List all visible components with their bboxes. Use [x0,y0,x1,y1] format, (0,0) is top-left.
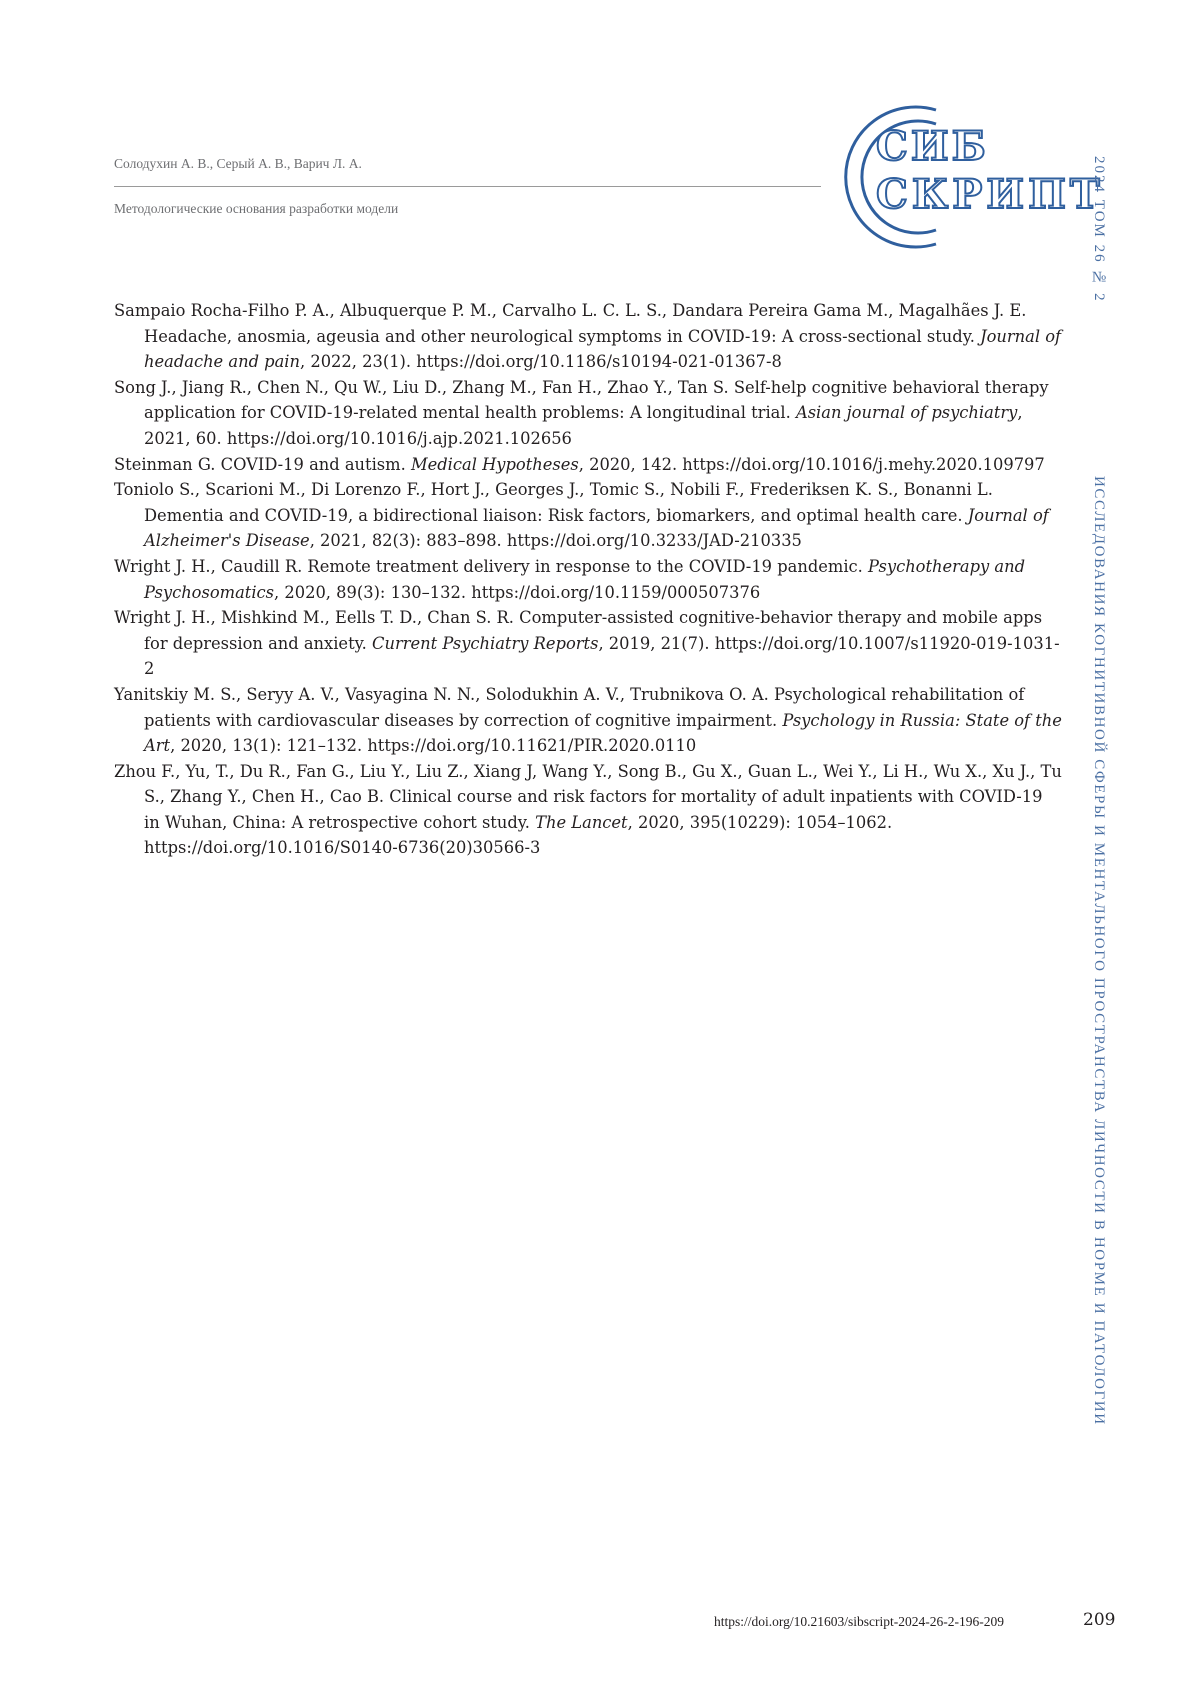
reference-details: , 2022, 23(1). https://doi.org/10.1186/s10194-021-01367-8 [299,352,782,372]
reference-text: Wright J. H., Caudill R. Remote treatment delivery in response to the COVID-19 pandemic. [114,556,868,576]
reference-item [114,605,1063,682]
reference-item [114,375,1063,452]
reference-details: , 2020, 13(1): 121–132. https://doi.org/10.11621/PIR.2020.0110 [170,736,697,756]
reference-text: Song J., Jiang R., Chen N., Qu W., Liu D., Zhang M., Fan H., Zhao Y., Tan S. Self-help cognitive behavioral therapy application for COVID-19-related mental health problems: A longitudinal trial. [114,377,1049,423]
reference-journal: Medical Hypotheses [410,454,579,474]
reference-item [114,554,1063,605]
reference-item [114,759,1063,861]
reference-item [114,298,1063,375]
reference-text: Yanitskiy M. S., Seryy A. V., Vasyagina N. N., Solodukhin A. V., Trubnikova O. A. Psychological rehabilitation of patients with cardiovascular diseases by correction of cognitive impairment. [114,684,1025,730]
sidebar-issue: 2024 ТОМ 26 № 2 [1091,156,1107,303]
logo-line2: СКРИПТ [876,171,1104,218]
reference-item [114,682,1063,759]
reference-text: Sampaio Rocha-Filho P. A., Albuquerque P. M., Carvalho L. C. L. S., Dandara Pereira Gama M., Magalhães J. E. Headache, anosmia, ageusia and other neurological symptoms in COVID-19: A cross-sectional study. [114,301,1027,346]
reference-text: Toniolo S., Scarioni M., Di Lorenzo F., Hort J., Georges J., Tomic S., Nobili F., Frederiksen K. S., Bonanni L. Dementia and COVID-19, a bidirectional liaison: Risk factors, biomarkers, and optimal health care. [114,480,993,525]
reference-text: Zhou F., Yu, T., Du R., Fan G., Liu Y., Liu Z., Xiang J, Wang Y., Song B., Gu X., Guan L., Wei Y., Li H., Wu X., Xu J., Tu S., Zhang Y., Chen H., Cao B. Clinical course and risk factors for mortality of adult inpatients with COVID-19 in Wuhan, China: A retrospective cohort study. [114,761,1062,832]
reference-journal: Current Psychiatry Reports [372,633,599,653]
reference-journal: Psychology in Russia: State of the Art [144,710,1062,756]
running-head-authors: Солодухин А. В., Серый А. В., Варич Л. А. [114,156,362,171]
reference-journal: Journal of headache and pain [144,326,1062,372]
reference-journal: Psychotherapy and Psychosomatics [144,556,1026,602]
reference-journal: Journal of Alzheimer's Disease [144,505,1049,551]
reference-text: Steinman G. COVID-19 and autism. [114,454,411,474]
reference-details: , 2020, 89(3): 130–132. https://doi.org/10.1159/000507376 [274,582,761,602]
reference-details: , 2021, 60. https://doi.org/10.1016/j.ajp.2021.102656 [144,403,1023,448]
reference-journal: Asian journal of psychiatry [795,403,1018,423]
reference-details: , 2019, 21(7). https://doi.org/10.1007/s11920-019-1031-2 [144,633,1060,679]
running-head-title: Методологические основания разработки модели [114,201,399,216]
reference-item [114,452,1063,478]
page-number: 209 [1083,1610,1116,1630]
reference-text: Wright J. H., Mishkind M., Eells T. D., Chan S. R. Computer-assisted cognitive-behavior therapy and mobile apps for depression and anxiety. [114,608,1043,653]
reference-details: , 2020, 142. https://doi.org/10.1016/j.mehy.2020.109797 [578,454,1045,474]
reference-details: , 2020, 395(10229): 1054–1062. https://doi.org/10.1016/S0140-6736(20)30566-3 [144,812,893,858]
logo-line1: СИБ [876,123,989,170]
reference-item [114,477,1063,554]
header-divider [114,186,821,187]
footer-doi-link[interactable]: https://doi.org/10.21603/sibscript-2024-26-2-196-209 [714,1614,1004,1629]
reference-journal: The Lancet [535,812,628,832]
reference-list [114,298,1063,861]
reference-details: , 2021, 82(3): 883–898. https://doi.org/10.3233/JAD-210335 [309,531,802,551]
sidebar-journal-section: ИССЛЕДОВАНИЯ КОГНИТИВНОЙ СФЕРЫ И МЕНТАЛЬНОГО ПРОСТРАНСТВА ЛИЧНОСТИ В НОРМЕ И ПАТОЛОГИИ [1091,476,1107,1426]
